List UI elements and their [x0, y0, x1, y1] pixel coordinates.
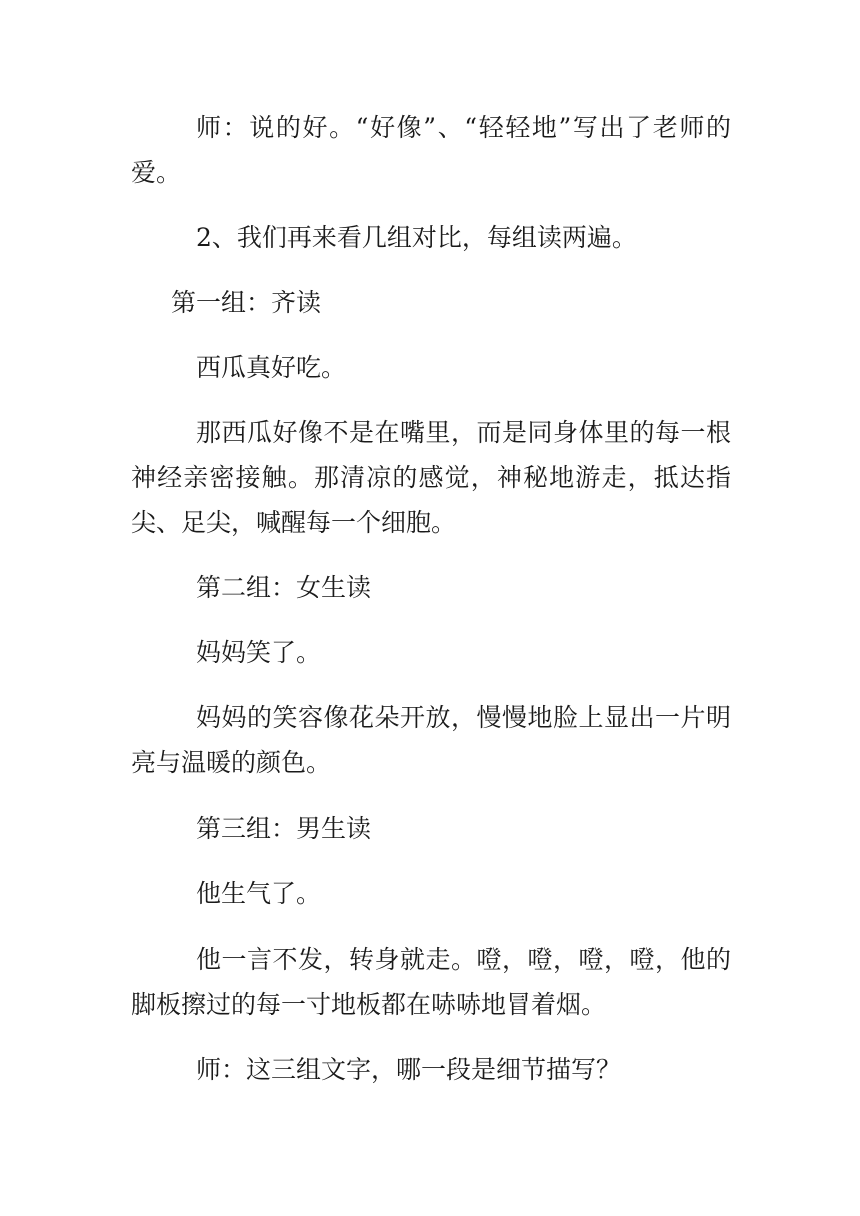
group-one-heading: 第一组：齐读 [171, 288, 322, 317]
paragraph-angry-short: 他生气了。 [196, 879, 322, 908]
paragraph-teacher-comment: 师：说的好。“好像”、“轻轻地”写出了老师的爱。 [131, 113, 731, 187]
group-three-heading: 第三组：男生读 [196, 814, 372, 843]
paragraph-watermelon-detail: 那西瓜好像不是在嘴里，而是同身体里的每一根神经亲密接触。那清凉的感觉，神秘地游走，抵达指尖、足尖，喊醒每一个细胞。 [131, 418, 731, 537]
paragraph-mother-short: 妈妈笑了。 [196, 638, 322, 667]
paragraph-angry-detail: 他一言不发，转身就走。噔，噔，噔，噔，他的脚板擦过的每一寸地板都在哧哧地冒着烟。 [131, 945, 731, 1019]
paragraph-watermelon-short: 西瓜真好吃。 [196, 353, 347, 382]
paragraph-teacher-question: 师：这三组文字，哪一段是细节描写？ [196, 1055, 622, 1084]
paragraph-instruction: 2、我们再来看几组对比，每组读两遍。 [196, 223, 637, 252]
paragraph-mother-detail: 妈妈的笑容像花朵开放，慢慢地脸上显出一片明亮与温暖的颜色。 [131, 703, 731, 777]
group-two-heading: 第二组：女生读 [196, 573, 372, 602]
